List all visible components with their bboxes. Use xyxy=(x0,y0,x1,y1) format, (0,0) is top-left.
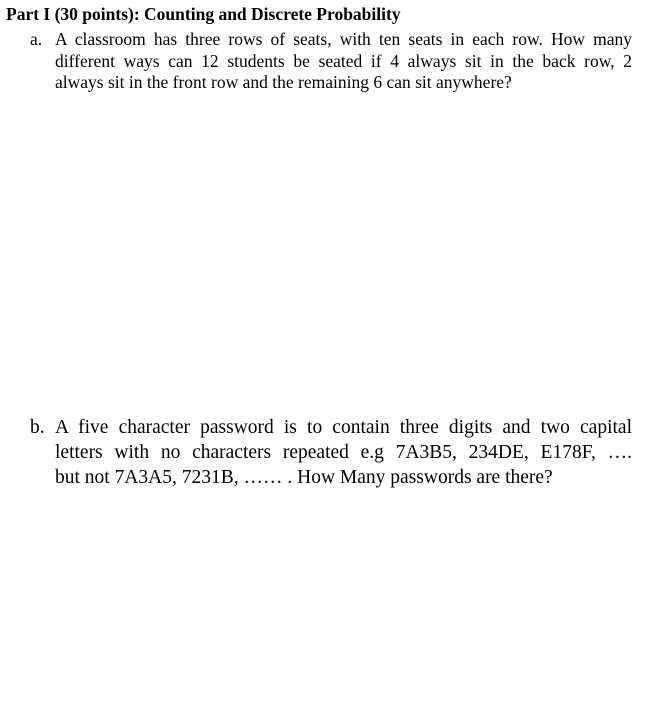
question-line: but not 7A3A5, 7231B, …… . How Many passwords are there? xyxy=(55,467,553,488)
question-line: always sit in the front row and the remaining 6 can sit anywhere? xyxy=(55,72,512,92)
question-line: letters with no characters repeated e.g 7A3B5, 234DE, E178F, …. xyxy=(55,442,632,463)
question-label: a. xyxy=(30,29,43,49)
question-line: A five character password is to contain three digits and two capital xyxy=(55,417,632,438)
question-line: different ways can 12 students be seated if 4 always sit in the back row, 2 xyxy=(55,50,632,71)
question-label: b. xyxy=(30,417,45,438)
question-text xyxy=(55,29,632,94)
question-a xyxy=(30,29,632,94)
question-line: A classroom has three rows of seats, with ten seats in each row. How many xyxy=(55,29,632,49)
question-b xyxy=(30,415,632,490)
question-text xyxy=(55,415,632,490)
section-heading: Part I (30 points): Counting and Discrete Probability xyxy=(6,4,401,24)
